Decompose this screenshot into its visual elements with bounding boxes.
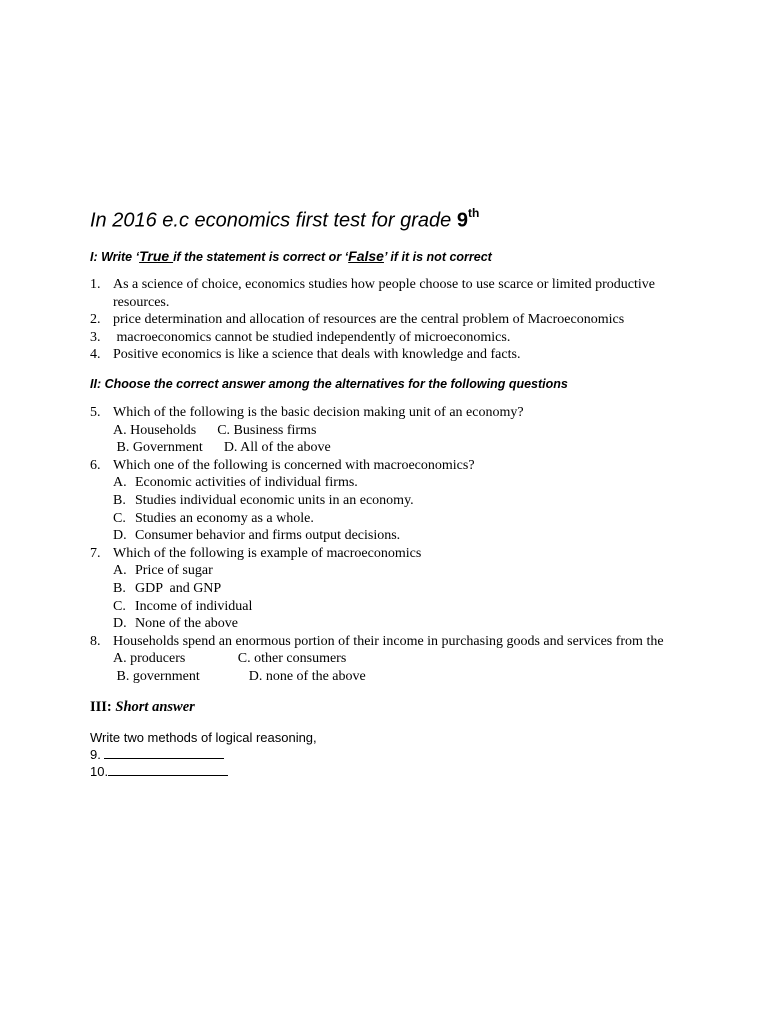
- list-item: [90, 276, 673, 311]
- section1-text-3: ’ if it is not correct: [383, 250, 492, 264]
- option-text: Studies individual economic units in an economy.: [135, 492, 414, 508]
- item-number: 4.: [90, 347, 101, 363]
- option-item: [90, 527, 713, 545]
- list-item: [90, 311, 673, 329]
- option-item: [90, 598, 713, 616]
- title-prefix: In 2016 e.c economics first test for grade: [90, 209, 457, 232]
- page-title: [90, 208, 479, 233]
- option-text: Studies an economy as a whole.: [135, 510, 314, 526]
- item-number: 1.: [90, 277, 101, 292]
- item-text: As a science of choice, economics studies how people choose to use scarce or limited productive resources.: [113, 277, 655, 310]
- question-6: [90, 457, 713, 475]
- option-text: None of the above: [135, 616, 239, 632]
- option-item: [90, 580, 713, 598]
- section3-label: Short answer: [115, 699, 195, 715]
- option-text: Consumer behavior and firms output decisions.: [135, 528, 401, 544]
- list-item: [90, 329, 673, 347]
- question-text: Households spend an enormous portion of their income in purchasing goods and services from the: [113, 633, 664, 649]
- question-8: [90, 633, 713, 651]
- option-letter: A.: [113, 475, 127, 491]
- answer-line-10: [90, 763, 317, 780]
- short-answer-block: [90, 729, 317, 780]
- item-number: 3.: [90, 329, 101, 345]
- answer-line-9: [90, 746, 317, 763]
- option-text: Economic activities of individual firms.: [135, 475, 358, 491]
- item-text: Positive economics is like a science that deals with knowledge and facts.: [113, 347, 521, 363]
- question-text: Which one of the following is concerned with macroeconomics?: [113, 457, 475, 473]
- false-word: False: [348, 248, 384, 264]
- answer-blank[interactable]: [104, 747, 224, 759]
- options-line: A. producers C. other consumers: [113, 651, 347, 667]
- item-text: price determination and allocation of resources are the central problem of Macroeconomics: [113, 312, 625, 328]
- option-letter: A.: [113, 563, 127, 579]
- option-item: [90, 492, 713, 510]
- option-item: [90, 615, 713, 633]
- option-item: [90, 562, 713, 580]
- short-answer-instruction: Write two methods of logical reasoning,: [90, 730, 317, 745]
- option-text: GDP and GNP: [135, 580, 222, 596]
- section1-text-1: I: Write ‘: [90, 250, 140, 264]
- question-text: Which of the following is the basic decision making unit of an economy?: [113, 405, 524, 420]
- item-text: macroeconomics cannot be studied independently of microeconomics.: [113, 329, 511, 345]
- option-text: Income of individual: [135, 598, 253, 614]
- item-number: 7.: [90, 545, 101, 561]
- item-number: 10.: [90, 764, 109, 779]
- option-letter: C.: [113, 510, 126, 526]
- answer-blank[interactable]: [108, 764, 228, 776]
- options-line: B. government D. none of the above: [113, 668, 366, 684]
- question-7: [90, 545, 713, 563]
- true-false-list: [90, 276, 673, 364]
- option-letter: D.: [113, 528, 127, 544]
- question-text: Which of the following is example of macroeconomics: [113, 545, 422, 561]
- item-number: 6.: [90, 457, 101, 473]
- option-item: [90, 474, 713, 492]
- section1-heading: [90, 248, 492, 264]
- option-letter: D.: [113, 616, 127, 632]
- option-letter: B.: [113, 580, 126, 596]
- list-item: [90, 346, 673, 364]
- item-number: 5.: [90, 405, 101, 420]
- item-number: 9.: [90, 747, 105, 762]
- option-text: Price of sugar: [135, 563, 213, 579]
- title-grade: 9: [456, 209, 468, 232]
- question-5: [90, 404, 713, 422]
- section1-text-2: if the statement is correct or ‘: [173, 250, 349, 264]
- section3-heading: [90, 699, 195, 716]
- multiple-choice-list: [90, 404, 713, 686]
- true-word: True: [139, 248, 174, 264]
- option-letter: B.: [113, 492, 126, 508]
- section3-prefix: III:: [90, 699, 116, 715]
- section2-heading: II: Choose the correct answer among the alternatives for the following questions: [90, 377, 568, 391]
- title-grade-suffix: th: [467, 206, 480, 220]
- option-letter: C.: [113, 598, 126, 614]
- item-number: 2.: [90, 312, 101, 328]
- item-number: 8.: [90, 633, 101, 649]
- option-item: [90, 510, 713, 528]
- options-line: B. Government D. All of the above: [113, 440, 331, 456]
- options-line: A. Households C. Business firms: [113, 422, 317, 438]
